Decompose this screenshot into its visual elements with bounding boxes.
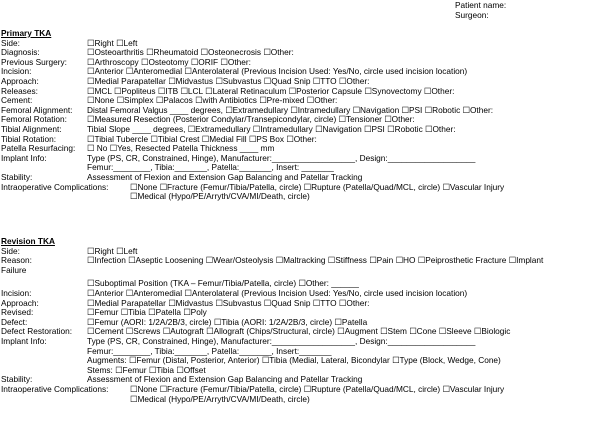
field-label: Incision: [1,287,32,298]
field-value[interactable]: ☐Arthroscopy ☐Osteotomy ☐ORIF ☐Other: [87,56,251,67]
field-label: Releases: [1,85,38,96]
field-value[interactable]: Tibial Slope ____ degrees, ☐Extramedullary ☐Intramedullary ☐Navigation ☐PSI ☐Robotic ☐Other: [87,123,456,134]
field-value[interactable]: ☐Measured Resection (Posterior Condylar/Transepicondylar, circle) ☐Tensioner ☐Other: [87,114,415,125]
field-label: Side: [1,37,20,48]
revision-reason-wrap-row [1,266,599,276]
field-label: Incision: [1,66,32,77]
field-value[interactable]: ☐Right ☐Left [87,37,138,48]
field-value[interactable]: ☐Medical (Hypo/PE/Arryth/CVA/MI/Death, circle) [130,393,310,404]
field-value[interactable]: Assessment of Flexion and Extension Gap Balancing and Patellar Tracking [87,171,363,182]
field-value[interactable]: Femur:________, Tibia:_______, Patella:_______, Insert: _______ [87,162,334,173]
field-value[interactable]: Type (PS, CR, Constrained, Hinge), Manufacturer:__________________, Design:___________________ [87,335,476,346]
revision-reason-value[interactable]: ☐Infection ☐Aseptic Loosening ☐Wear/Osteolysis ☐Maltracking ☐Stiffness ☐Pain ☐HO ☐Peiprosthetic Fracture ☐Implant [87,255,544,266]
field-value[interactable]: Type (PS, CR, Constrained, Hinge), Manufacturer:__________________, Design:___________________ [87,152,476,163]
field-label: Implant Info: [1,152,47,163]
field-label: Femoral Rotation: [1,114,67,125]
field-label: Tibial Alignment: [1,123,62,134]
form-row [1,192,599,202]
field-label: Patella Resurfacing: [1,143,76,154]
revision-side-value[interactable]: ☐Right ☐Left [87,245,138,256]
primary-tka-rows [1,39,599,202]
field-value[interactable]: ☐Osteoarthritis ☐Rheumatoid ☐Osteonecrosis ☐Other: [87,47,294,58]
field-label: Approach: [1,297,39,308]
field-value[interactable]: ☐Femur (AORI: 1/2A/2B/3, circle) ☐Tibia (AORI: 1/2A/2B/3, circle) ☐Patella [87,316,368,327]
field-value[interactable]: ☐Femur ☐Tibia ☐Patella ☐Poly [87,307,207,318]
field-label: Approach: [1,75,39,86]
primary-tka-section [1,29,599,202]
field-label: Diagnosis: [1,47,40,58]
field-label: Stability: [1,374,33,385]
field-label: Previous Surgery: [1,56,67,67]
field-value[interactable]: ☐None ☐Fracture (Femur/Tibia/Patella, circle) ☐Rupture (Patella/Quad/MCL, circle) ☐Vascular Injury [130,181,505,192]
revision-tka-title: Revision TKA [1,236,55,246]
field-value[interactable]: ☐MCL ☐Popliteus ☐ITB ☐LCL ☐Lateral Retinaculum ☐Posterior Capsule ☐Synovectomy ☐Other: [87,85,455,96]
field-label: Defect Restoration: [1,326,73,337]
patient-name-label: Patient name: [455,0,507,10]
surgeon-label: Surgeon: [455,10,489,20]
field-label: Revised: [1,307,34,318]
field-value[interactable]: ☐None ☐Fracture (Femur/Tibia/Patella, circle) ☐Rupture (Patella/Quad/MCL, circle) ☐Vascular Injury [130,383,505,394]
form-page [1,0,599,422]
field-label: Intraoperative Complications: [1,181,109,192]
field-value[interactable]: ☐Anterior ☐Anteromedial ☐Anterolateral (Previous Incision Used: Yes/No, circle used incision location) [87,287,468,298]
field-value[interactable]: Stems: ☐Femur ☐Tibia ☐Offset [87,364,206,375]
field-value[interactable]: ☐Medical (Hypo/PE/Arryth/CVA/MI/Death, circle) [130,191,310,202]
field-label: Intraoperative Complications: [1,383,109,394]
revision-tka-section [1,237,599,404]
revision-reason-row [1,256,599,266]
field-label: Cement: [1,95,33,106]
field-label: Tibial Rotation: [1,133,57,144]
revision-tka-rows [1,289,599,404]
field-label: Defect: [1,316,28,327]
revision-side-label: Side: [1,245,20,256]
revision-reason-wrap: Failure [1,264,27,275]
field-value[interactable]: Distal Femoral Valgus ____ degrees, ☐Extramedullary ☐Intramedullary ☐Navigation ☐PSI ☐Robotic ☐Other: [87,104,494,115]
field-value[interactable]: ☐Medial Parapatellar ☐Midvastus ☐Subvastus ☐Quad Snip ☐TTO ☐Other: [87,297,370,308]
field-label: Implant Info: [1,335,47,346]
field-value[interactable]: Femur:________, Tibia:_______, Patella:_______, Insert:_______ [87,345,332,356]
revision-reason-extra[interactable]: ☐Suboptimal Position (TKA – Femur/Tibia/Patella, circle) ☐Other: ______ [87,278,359,289]
form-row [1,395,599,405]
field-value[interactable]: ☐Tibial Tubercle ☐Tibial Crest ☐Medial Fill ☐PS Box ☐Other: [87,133,317,144]
revision-reason-label: Reason: [1,255,32,266]
primary-tka-title: Primary TKA [1,28,52,38]
field-value[interactable]: Augments: ☐Femur (Distal, Posterior, Anterior) ☐Tibia (Medial, Lateral, Bicondylar ☐Type (Block, Wedge, Cone) [87,355,501,366]
field-value[interactable]: ☐None ☐Simplex ☐Palacos ☐with Antibiotics ☐Pre-mixed ☐Other: [87,95,338,106]
field-value[interactable]: ☐Medial Parapatellar ☐Midvastus ☐Subvastus ☐Quad Snip ☐TTO ☐Other: [87,75,370,86]
field-label: Stability: [1,171,33,182]
field-value[interactable]: ☐ No ☐Yes, Resected Patella Thickness ____ mm [87,143,275,154]
field-value[interactable]: ☐Cement ☐Screws ☐Autograft ☐Allograft (Chips/Structural, circle) ☐Augment ☐Stem ☐Cone ☐Sleeve ☐Biologic [87,326,511,337]
field-value[interactable]: Assessment of Flexion and Extension Gap Balancing and Patellar Tracking [87,374,363,385]
field-value[interactable]: ☐Anterior ☐Anteromedial ☐Anterolateral (Previous Incision Used: Yes/No, circle used incision location) [87,66,468,77]
field-label: Femoral Alignment: [1,104,73,115]
